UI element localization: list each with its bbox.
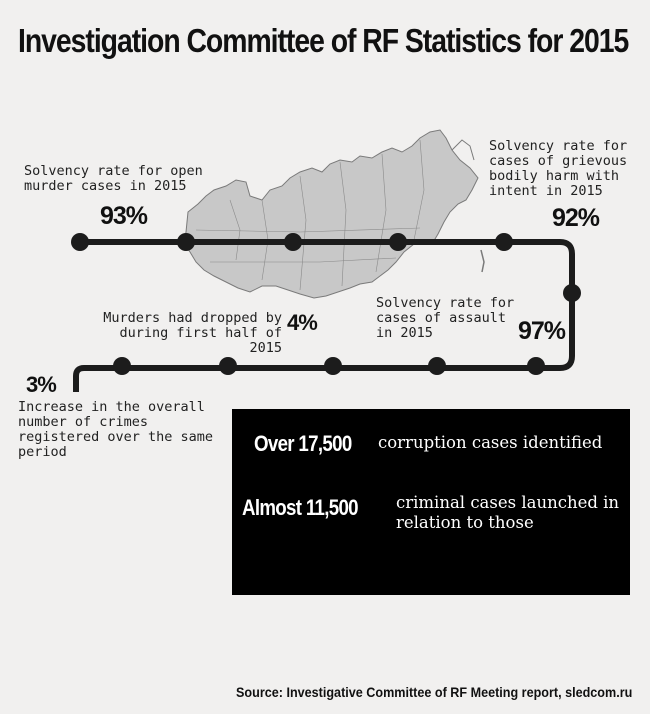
murders-dropped-label: Murders had dropped by during first half of 2015 [103,310,282,356]
corruption-identified-number: Over 17,500 [254,431,352,456]
source-citation: Source: Investigative Committee of RF Meeting report, sledcom.ru [235,684,632,700]
assault-solvency-value: 97% [518,317,566,345]
track-dot [324,357,342,375]
murder-solvency-value: 93% [100,202,148,230]
track-dot [71,233,89,251]
track-dot [177,233,195,251]
track-dot [389,233,407,251]
corruption-panel [232,409,630,595]
track-dot [563,284,581,302]
track-dot [428,357,446,375]
assault-solvency-label: Solvency rate for cases of assault in 2015 [376,295,515,341]
crime-increase-value: 3% [26,372,56,397]
corruption-identified-text: corruption cases identified [378,433,603,452]
track-dot [284,233,302,251]
murder-solvency-label: Solvency rate for open murder cases in 2015 [24,163,203,194]
grievous-solvency-label: Solvency rate for cases of grievous bodily harm with intent in 2015 [489,138,628,199]
criminal-cases-text: criminal cases launched in relation to those [396,493,620,532]
track-dot [113,357,131,375]
track-dot [495,233,513,251]
grievous-solvency-value: 92% [552,204,600,232]
crime-increase-label: Increase in the overall number of crimes registered over the same period [18,399,214,460]
page-title: Investigation Committee of RF Statistics for 2015 [18,22,629,59]
criminal-cases-number: Almost 11,500 [242,495,358,520]
murders-dropped-value: 4% [287,310,317,335]
track-dot [527,357,545,375]
track-dot [219,357,237,375]
